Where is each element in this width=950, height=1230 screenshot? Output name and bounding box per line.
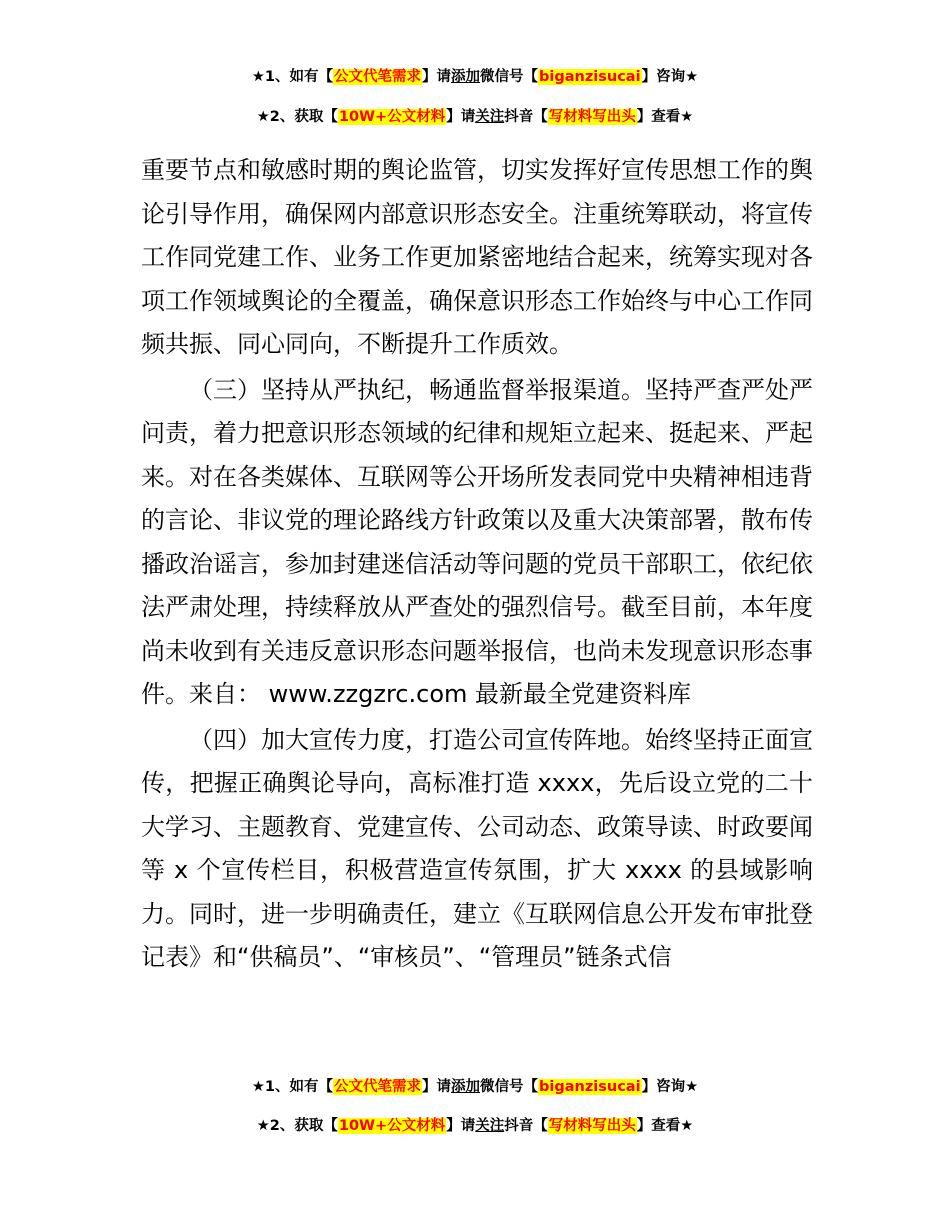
footer-line2-mid2: 抖音【 [504, 1118, 548, 1134]
header-line2-mid1: 】请 [446, 109, 476, 125]
header-line2-suffix: 】查看★ [636, 109, 694, 125]
footer-line2-highlight-materials: 10W+公文材料 [338, 1118, 446, 1134]
footer-line1-highlight-wechat-id: biganzisucai [539, 1079, 641, 1095]
footer-promo-line-2 [0, 1115, 950, 1137]
footer-line2-prefix: ★2、获取【 [256, 1118, 338, 1134]
footer-line2-mid1: 】请 [446, 1118, 476, 1134]
paragraph-section-four: （四）加大宣传力度，打造公司宣传阵地。始终坚持正面宣传，把握正确舆论导向，高标准打造 xxxx，先后设立党的二十大学习、主题教育、党建宣传、公司动态、政策导读、时政要闻等 x 个宣传栏目，积极营造宣传氛围，扩大 xxxx 的县域影响力。同时，进一步明确责任，建立《互联网信息公开发布审批登记表》和“供稿员”、“审核员”、“管理员”链条式信 [141, 725, 813, 971]
header-line1-suffix: 】咨询★ [641, 69, 699, 85]
footer-line2-highlight-douyin-account: 写材料写出头 [548, 1118, 636, 1134]
header-line1-mid2: 微信号【 [480, 69, 539, 85]
header-line2-highlight-douyin-account: 写材料写出头 [548, 109, 636, 125]
header-line1-highlight-service: 公文代笔需求 [334, 69, 422, 85]
header-line1-underlined-add: 添加 [451, 69, 481, 85]
header-line1-highlight-wechat-id: biganzisucai [539, 69, 641, 85]
paragraph-section-three: （三）坚持从严执纪，畅通监督举报渠道。坚持严查严处严问责，着力把意识形态领域的纪律和规矩立起来、挺起来、严起来。对在各类媒体、互联网等公开场所发表同党中央精神相违背的言论、非议党的理论路线方针政策以及重大决策部署，散布传播政治谣言，参加封建迷信活动等问题的党员干部职工，依纪依法严肃处理，持续释放从严查处的强烈信号。截至目前，本年度尚未收到有关违反意识形态问题举报信，也尚未发现意识形态事件。来自： www.zzgzrc.com 最新最全党建资料库 [141, 375, 813, 708]
header-promo-line-2 [0, 106, 950, 128]
header-line2-prefix: ★2、获取【 [256, 109, 338, 125]
footer-promo-line-1 [0, 1076, 950, 1098]
header-line2-highlight-materials: 10W+公文材料 [338, 109, 446, 125]
header-promo-line-1 [0, 66, 950, 88]
footer-line1-highlight-service: 公文代笔需求 [334, 1079, 422, 1095]
header-line2-underlined-follow: 关注 [475, 109, 505, 125]
footer-line2-suffix: 】查看★ [636, 1118, 694, 1134]
footer-line1-underlined-add: 添加 [451, 1079, 481, 1095]
paragraph-continuation: 重要节点和敏感时期的舆论监管，切实发挥好宣传思想工作的舆论引导作用，确保网内部意识形态安全。注重统筹联动，将宣传工作同党建工作、业务工作更加紧密地结合起来，统筹实现对各项工作领域舆论的全覆盖，确保意识形态工作始终与中心工作同频共振、同心同向，不断提升工作质效。 [141, 156, 813, 358]
footer-line1-mid2: 微信号【 [480, 1079, 539, 1095]
header-line1-prefix: ★1、如有【 [251, 69, 334, 85]
header-line1-mid1: 】请 [422, 69, 452, 85]
document-body [141, 149, 813, 980]
footer-line1-prefix: ★1、如有【 [251, 1079, 334, 1095]
header-line2-mid2: 抖音【 [504, 109, 548, 125]
footer-line2-underlined-follow: 关注 [475, 1118, 505, 1134]
footer-line1-mid1: 】请 [422, 1079, 452, 1095]
footer-line1-suffix: 】咨询★ [641, 1079, 699, 1095]
